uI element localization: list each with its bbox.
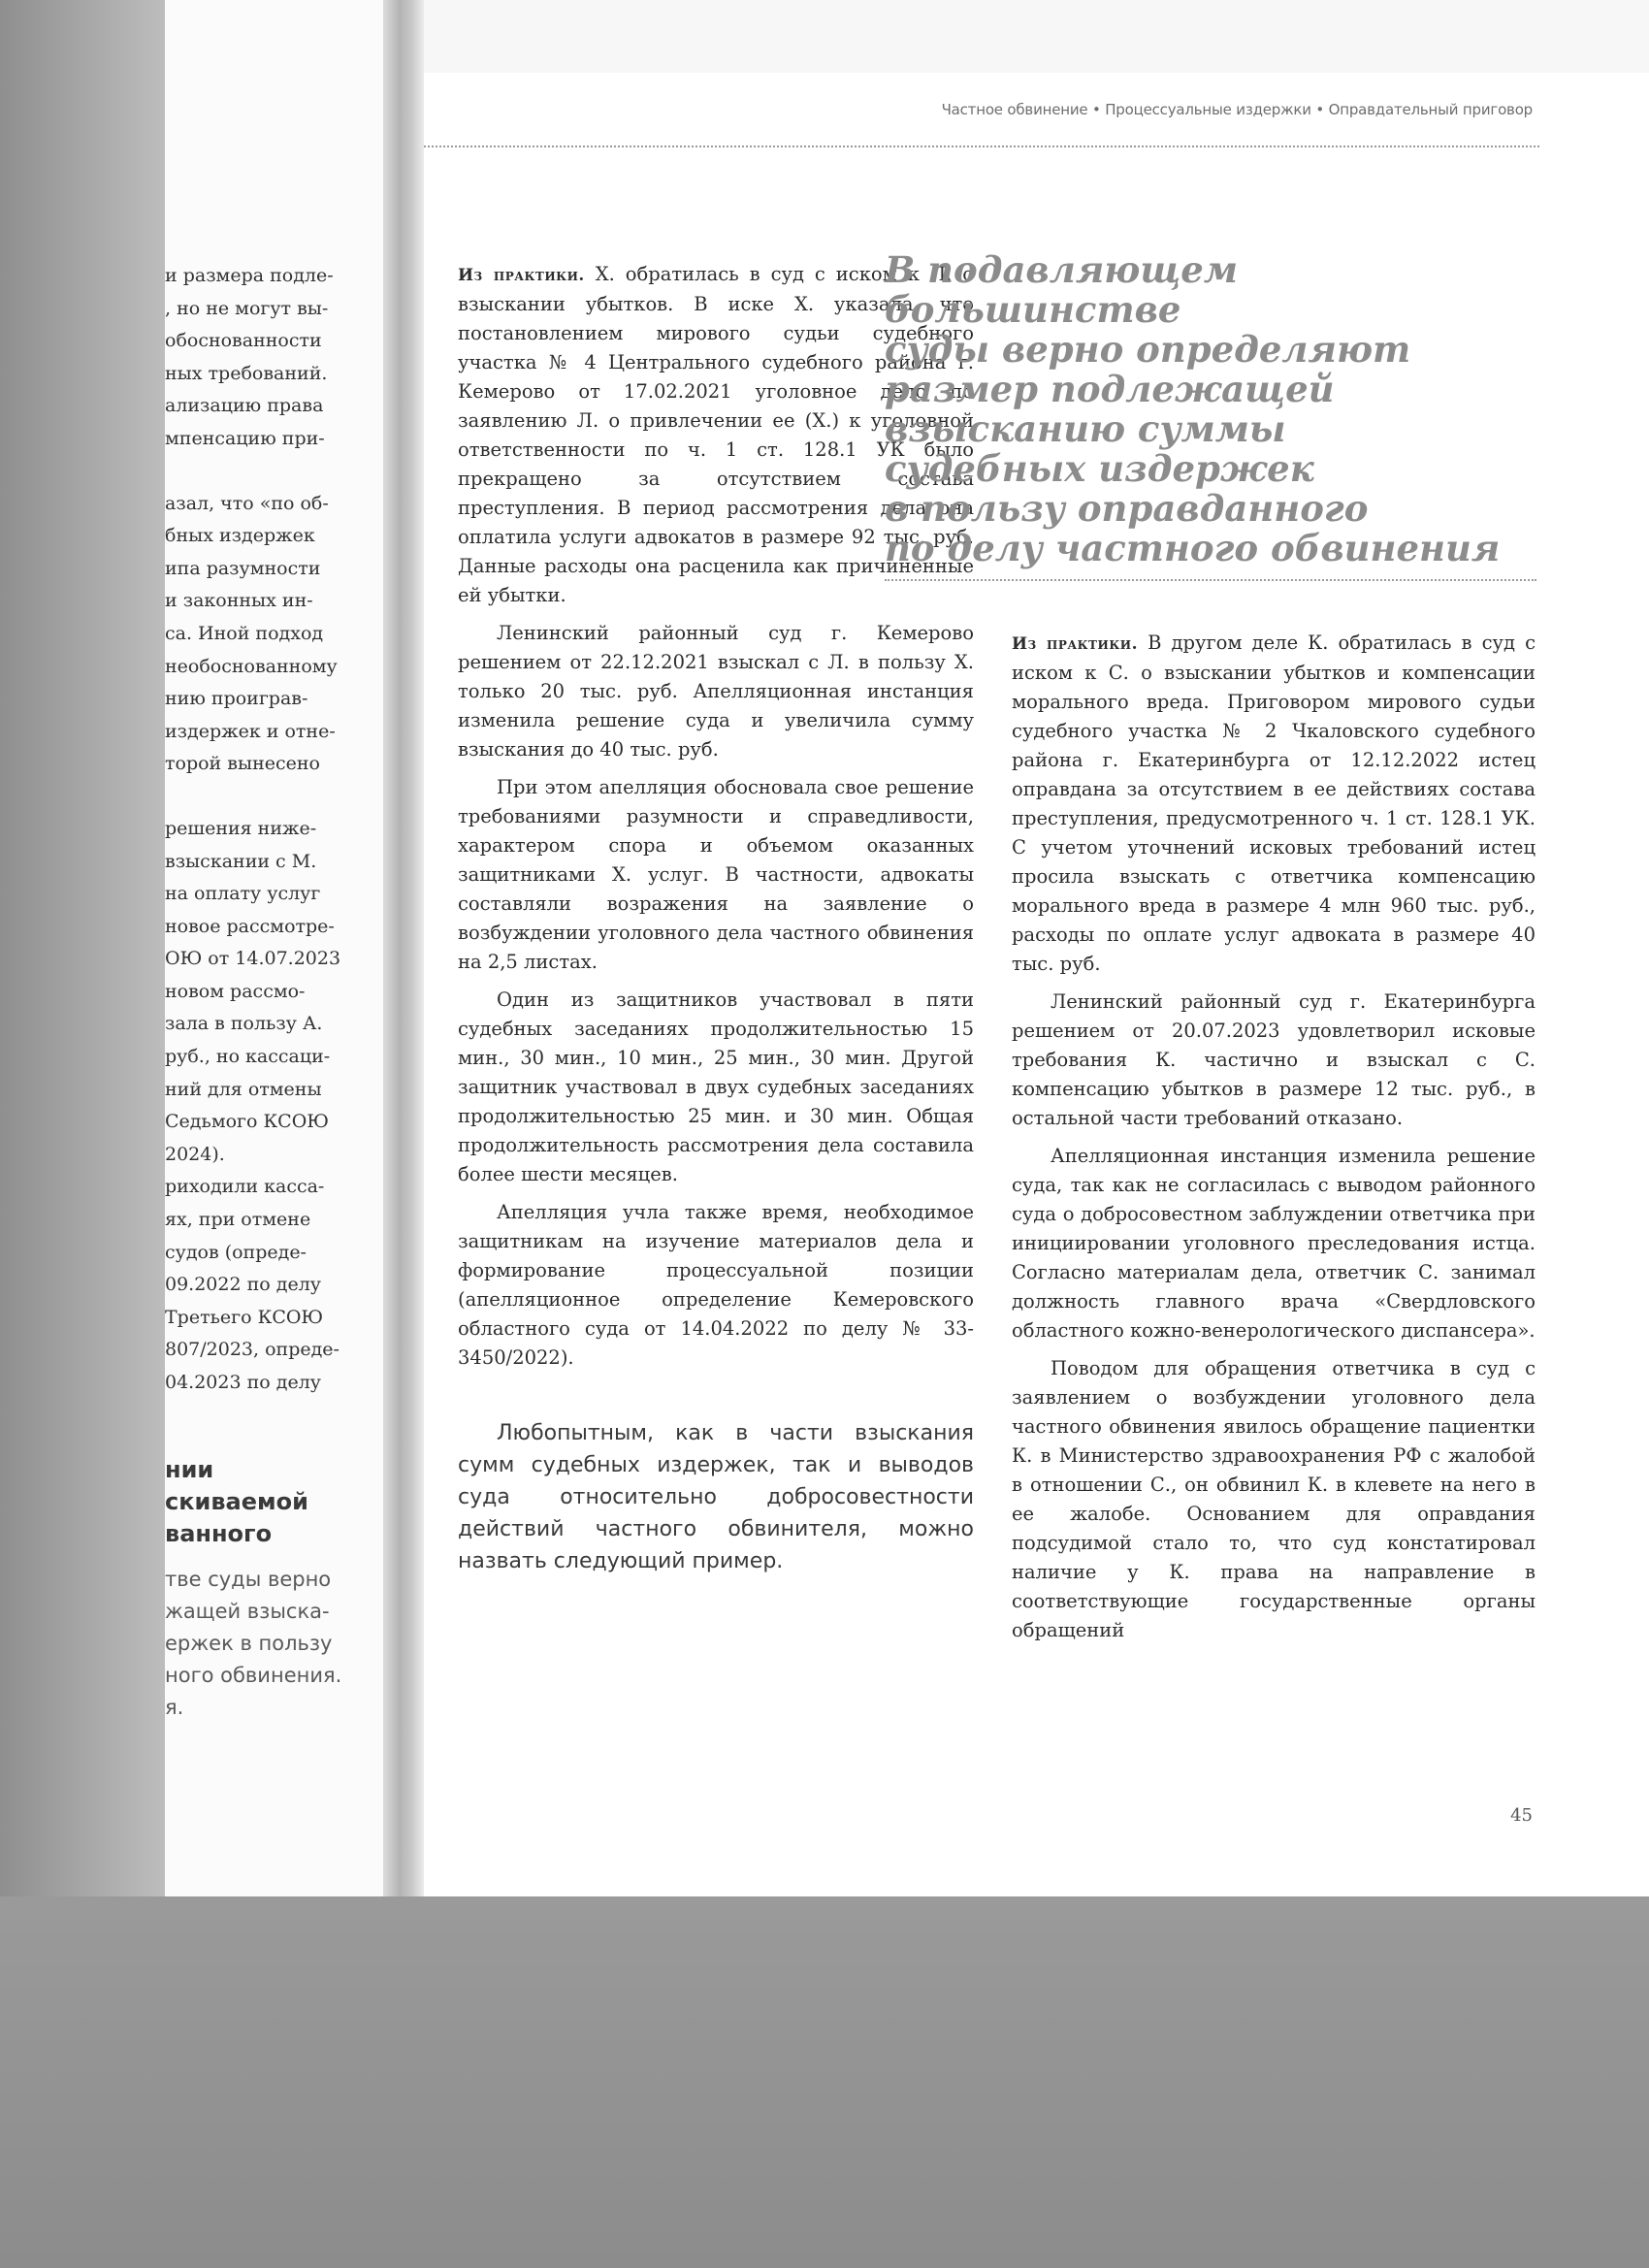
scan-bottom-edge <box>0 1896 1649 2268</box>
scan-top-band <box>424 0 1649 73</box>
text-line: , но не могут вы- <box>165 297 329 319</box>
paragraph <box>1012 629 1536 979</box>
lead-line: я. <box>165 1695 184 1719</box>
text-line: новое рассмотре- <box>165 915 335 937</box>
heading-line: скиваемой <box>165 1487 308 1515</box>
text-line: руб., но кассаци- <box>165 1046 331 1068</box>
fragment-heading <box>165 1454 349 1550</box>
text-line: взыскании с М. <box>165 850 317 872</box>
heading-line: ванного <box>165 1519 273 1547</box>
text-line: са. Иной подход <box>165 622 324 644</box>
pull-quote-line: судебных издержек <box>885 447 1314 490</box>
practice-label: Из практики. <box>1012 634 1138 654</box>
paragraph: Один из защитников участвовал в пяти судебных заседаниях продолжительностью 15 мин., 30 мин., 10 мин., 25 мин., 30 мин. Другой защитник участвовал в двух судебных заседаниях продолжительностью 25 мин. и 30 мин. Общая продолжительность рассмотрения дела составила более шести месяцев. <box>458 988 974 1185</box>
text-line: ний для отмены <box>165 1078 322 1100</box>
paragraph: Апелляция учла также время, необходимое защитникам на изучение материалов дела и формирование процессуальной позиции (апелляционное определение Кемеровского областного суда от 14.04.2022 по делу № 33-3450/2022). <box>458 1201 974 1369</box>
pull-quote <box>885 250 1544 568</box>
paragraph: Поводом для обращения ответчика в суд с заявлением о возбуждении уголовного дела частного обвинения явилось обращение пациентки К. в Министерство здравоохранения РФ с жалобой в отношении С., он обвинил К. в клевете на него в ее жалобе. Основанием для оправдания подсудимой стало то, что суд констатировал наличие у К. права на направление в соответствующие государственные органы обращений <box>1012 1357 1536 1641</box>
pull-quote-line: В подавляющем большинстве <box>885 248 1239 331</box>
text-line: судов (опреде- <box>165 1241 307 1263</box>
paragraph-text: В другом деле К. обратилась в суд с иском к С. о взыскании убытков и компенсации морального вреда. Приговором мирового судьи судебного участка № 2 Чкаловского судебного района г. Екатеринбурга от 12.12.2022 истец оправдана за отсутствием в ее действиях состава преступления, предусмотренного ч. 1 ст. 128.1 УК. С учетом уточнений исковых требований истец просила взыскать с ответчика компенсацию морального вреда в размере 4 млн 960 тыс. руб., расходы по оплате услуг адвоката в размере 40 тыс. руб. <box>1012 632 1536 975</box>
header-rule <box>424 146 1539 147</box>
lead-line: ержек в пользу <box>165 1631 333 1655</box>
pull-quote-line: суды верно определяют <box>885 328 1411 371</box>
running-header: Частное обвинение • Процессуальные издержки • Оправдательный приговор <box>941 101 1533 118</box>
text-line: новом рассмо- <box>165 980 306 1002</box>
paragraph: Ленинский районный суд г. Кемерово решением от 22.12.2021 взыскал с Л. в пользу Х. только 20 тыс. руб. Апелляционная инстанция изменила решение суда и увеличила сумму взыскания до 40 тыс. руб. <box>458 622 974 761</box>
fragment-block-2 <box>165 488 349 781</box>
lead-line: тве суды верно <box>165 1567 332 1591</box>
intro-paragraph: Любопытным, как в части взыскания сумм судебных издержек, так и выводов суда относительно добросовестности действий частного обвинителя, можно назвать следующий пример. <box>458 1421 974 1573</box>
text-line: ных требований. <box>165 362 328 384</box>
text-line: Седьмого КСОЮ <box>165 1111 329 1133</box>
text-line: зала в пользу А. <box>165 1013 323 1035</box>
fragment-lead <box>165 1564 349 1724</box>
column-2 <box>1012 629 1536 1654</box>
pull-quote-line: размер подлежащей <box>885 368 1335 410</box>
paragraph: Ленинский районный суд г. Екатеринбурга решением от 20.07.2023 удовлетворил исковые требования К. частично и взыскал с С. компенсацию убытков в размере 12 тыс. руб., в остальной части требований отказано. <box>1012 990 1536 1129</box>
text-line: 2024). <box>165 1143 225 1165</box>
heading-line: нии <box>165 1455 214 1483</box>
lead-line: ного обвинения. <box>165 1663 342 1687</box>
fragment-block-3 <box>165 813 349 1172</box>
text-line: обоснованности <box>165 330 322 352</box>
page-number: 45 <box>1510 1805 1533 1826</box>
text-line: риходили касса- <box>165 1176 325 1198</box>
paragraph: Апелляционная инстанция изменила решение суда, так как не согласилась с выводом районного суда о добросовестном заблуждении ответчика при инициировании уголовного преследования истца. Согласно материалам дела, ответчик С. занимал должность главного врача «Свердловского областного кожно-венерологического диспансера». <box>1012 1145 1536 1342</box>
fragment-block-4 <box>165 1171 349 1399</box>
text-line: ях, при отмене <box>165 1209 311 1231</box>
paragraph-text: Х. обратилась в суд с иском к Л. о взыскании убытков. В иске Х. указала, что постановлением мирового судьи судебного участка № 4 Центрального судебного района г. Кемерово от 17.02.2021 уголовное дело по заявлению Л. о привлечении ее (Х.) к уголовной ответственности по ч. 1 ст. 128.1 УК было прекращено за отсутствием состава преступления. В период рассмотрения дела она оплатила услуги адвокатов в размере 92 тыс. руб. Данные расходы она расценила как причиненные ей убытки. <box>458 263 974 606</box>
text-line: ипа разумности <box>165 557 321 579</box>
text-line: мпенсацию при- <box>165 427 325 449</box>
text-line: 09.2022 по делу <box>165 1274 321 1296</box>
text-line: решения ниже- <box>165 817 317 839</box>
text-line: ОЮ от 14.07.2023 <box>165 948 341 970</box>
text-line: на оплату услуг <box>165 883 321 905</box>
text-line: 807/2023, опреде- <box>165 1339 340 1361</box>
text-line: и законных ин- <box>165 590 313 612</box>
text-line: азал, что «по об- <box>165 492 329 514</box>
text-line: 04.2023 по делу <box>165 1372 321 1393</box>
pull-quote-line: в пользу оправданного <box>885 487 1369 530</box>
previous-page-fragment <box>165 260 349 1724</box>
pull-quote-line: по делу частного обвинения <box>885 527 1501 569</box>
fragment-block-1 <box>165 260 349 456</box>
pull-quote-rule <box>885 579 1536 581</box>
text-line: издержек и отне- <box>165 720 336 742</box>
lead-line: жащей взыска- <box>165 1599 330 1623</box>
text-line: нию проиграв- <box>165 688 308 710</box>
text-line: торой вынесено <box>165 753 320 775</box>
text-line: Третьего КСОЮ <box>165 1306 324 1328</box>
paragraph: При этом апелляция обосновала свое решение требованиями разумности и справедливости, характером спора и объемом оказанных защитниками Х. услуг. В частности, адвокаты составляли возражения на заявление о возбуждении уголовного дела частного обвинения на 2,5 листах. <box>458 776 974 973</box>
text-line: бных издержек <box>165 525 315 547</box>
practice-label: Из практики. <box>458 266 585 285</box>
text-line: и размера подле- <box>165 265 334 286</box>
text-line: ализацию права <box>165 395 324 417</box>
pull-quote-line: взысканию суммы <box>885 407 1286 450</box>
text-line: необоснованному <box>165 655 338 677</box>
